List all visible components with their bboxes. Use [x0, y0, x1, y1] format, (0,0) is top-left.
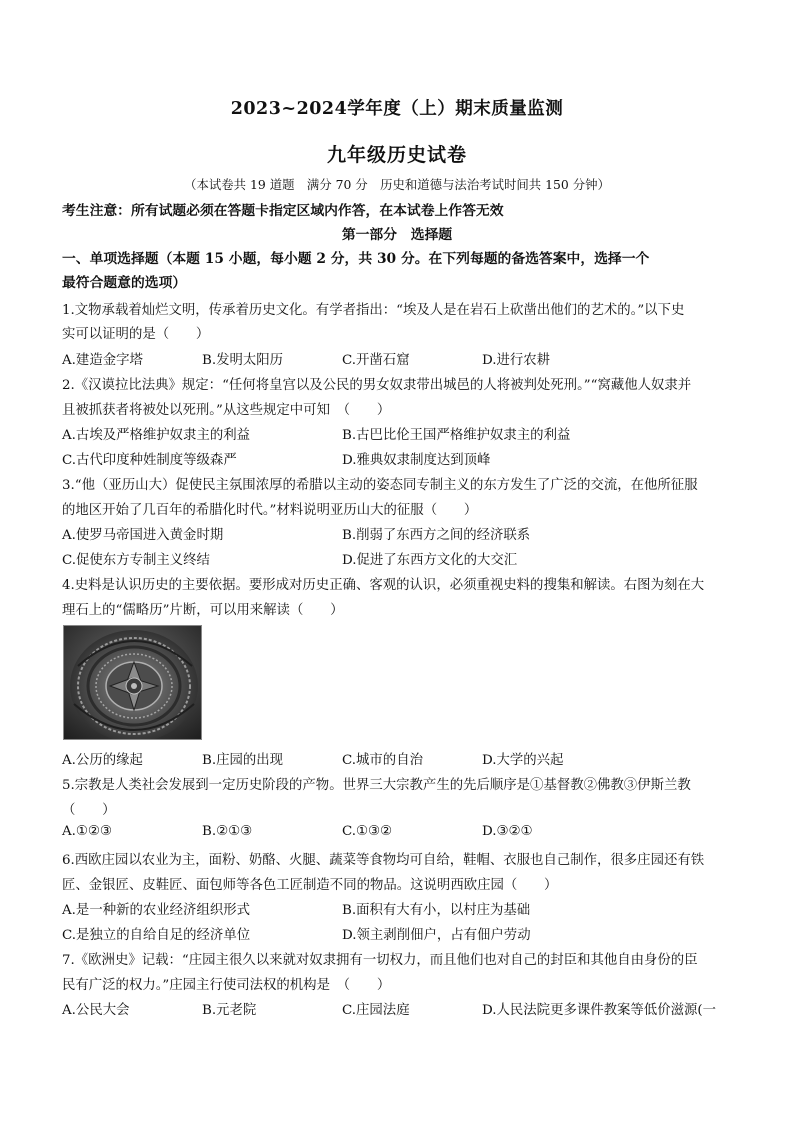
question-5-line-1: 5.宗教是人类社会发展到一定历史阶段的产物。世界三大宗教产生的先后顺序是①基督教②佛教③伊斯兰教 — [62, 778, 691, 793]
question-4-option-d: D.大学的兴起 — [482, 753, 564, 768]
exam-notice: 考生注意：所有试题必须在答题卡指定区域内作答，在本试卷上作答无效 — [62, 203, 504, 219]
question-2-option-a: A.古埃及严格维护奴隶主的利益 — [62, 428, 251, 443]
question-1-line-2: 实可以证明的是（ ） — [62, 327, 210, 342]
question-3-option-d: D.促进了东西方文化的大交汇 — [342, 553, 518, 568]
question-2-option-c: C.古代印度种姓制度等级森严 — [62, 453, 237, 468]
exam-subtitle: 九年级历史试卷 — [326, 144, 467, 166]
question-1-option-c: C.开凿石窟 — [342, 353, 410, 368]
question-2-line-2: 且被抓获者将被处以死刑。”从这些规定中可知 （ ） — [62, 403, 391, 418]
question-7-line-1: 7.《欧洲史》记载：“庄园主很久以来就对奴隶拥有一切权力，而且他们也对自己的封臣和其他自由身份的臣 — [62, 953, 698, 968]
question-6-line-2: 匠、金银匠、皮鞋匠、面包师等各色工匠制造不同的物品。这说明西欧庄园（ ） — [62, 878, 558, 893]
question-2-line-1: 2.《汉谟拉比法典》规定：“任何将皇宫以及公民的男女奴隶带出城邑的人将被判处死刑。”“窝藏他人奴隶并 — [62, 378, 692, 393]
section-heading — [62, 247, 734, 295]
exam-info: （本试卷共 19 道题 满分 70 分 历史和道德与法治考试时间共 150 分钟） — [184, 177, 610, 192]
section-heading-line-1: 一、单项选择题（本题 15 小题，每小题 2 分，共 30 分。在下列每题的备选答案中，选择一个 — [62, 251, 650, 267]
question-7-option-c: C.庄园法庭 — [342, 1003, 410, 1018]
question-5-option-c: C.①③② — [342, 824, 393, 839]
question-1-option-a: A.建造金字塔 — [62, 353, 143, 368]
question-7-line-2: 民有广泛的权力。”庄园主行使司法权的机构是 （ ） — [62, 978, 391, 993]
question-5-option-a: A.①②③ — [62, 824, 112, 839]
question-7-option-a: A.公民大会 — [62, 1003, 130, 1018]
question-6-option-c: C.是独立的自给自足的经济单位 — [62, 928, 251, 943]
question-6-option-a: A.是一种新的农业经济组织形式 — [62, 903, 251, 918]
question-6-option-b: B.面积有大有小，以村庄为基础 — [342, 903, 531, 918]
question-5-option-d: D.③②① — [482, 824, 533, 839]
question-3-option-b: B.削弱了东西方之间的经济联系 — [342, 528, 531, 543]
question-3-option-a: A.使罗马帝国进入黄金时期 — [62, 528, 224, 543]
exam-title: 2023~2024学年度（上）期末质量监测 — [230, 99, 564, 119]
question-4-line-2: 理石上的“儒略历”片断，可以用来解读（ ） — [62, 603, 344, 618]
question-6-option-d: D.领主剥削佃户，占有佃户劳动 — [342, 928, 531, 943]
question-4-option-b: B.庄园的出现 — [202, 753, 284, 768]
question-5-line-2: （ ） — [62, 803, 116, 818]
question-1-option-b: B.发明太阳历 — [202, 353, 284, 368]
question-6-line-1: 6.西欧庄园以农业为主，面粉、奶酪、火腿、蔬菜等食物均可自给，鞋帽、衣服也自己制作，很多庄园还有铁 — [62, 853, 705, 868]
question-3-line-2: 的地区开始了几百年的希腊化时代。”材料说明亚历山大的征服（ ） — [62, 503, 478, 518]
part-heading: 第一部分 选择题 — [341, 227, 453, 243]
calendar-stone-image — [63, 625, 202, 740]
question-4-option-c: C.城市的自治 — [342, 753, 423, 768]
question-2-option-b: B.古巴比伦王国严格维护奴隶主的利益 — [342, 428, 571, 443]
question-5-option-b: B.②①③ — [202, 824, 253, 839]
question-7-option-b: B.元老院 — [202, 1003, 257, 1018]
question-4-option-a: A.公历的缘起 — [62, 753, 143, 768]
question-1-option-d: D.进行农耕 — [482, 353, 551, 368]
question-1-line-1: 1.文物承载着灿烂文明，传承着历史文化。有学者指出：“埃及人是在岩石上砍凿出他们的艺术的。”以下史 — [62, 303, 685, 318]
question-7-option-d: D.人民法院更多课件教案等低价滋源(一 — [482, 1003, 716, 1018]
question-4-line-1: 4.史料是认识历史的主要依据。要形成对历史正确、客观的认识，必须重视史料的搜集和解读。右图为刻在大 — [62, 578, 705, 593]
aztec-calendar-stone-icon — [64, 626, 201, 739]
question-3-option-c: C.促使东方专制主义终结 — [62, 553, 210, 568]
section-heading-line-2: 最符合题意的选项） — [62, 275, 187, 291]
question-2-option-d: D.雅典奴隶制度达到顶峰 — [342, 453, 491, 468]
question-3-line-1: 3.“他（亚历山大）促使民主氛围浓厚的希腊以主动的姿态同专制主义的东方发生了广泛的交流，在他所征服 — [62, 478, 698, 493]
